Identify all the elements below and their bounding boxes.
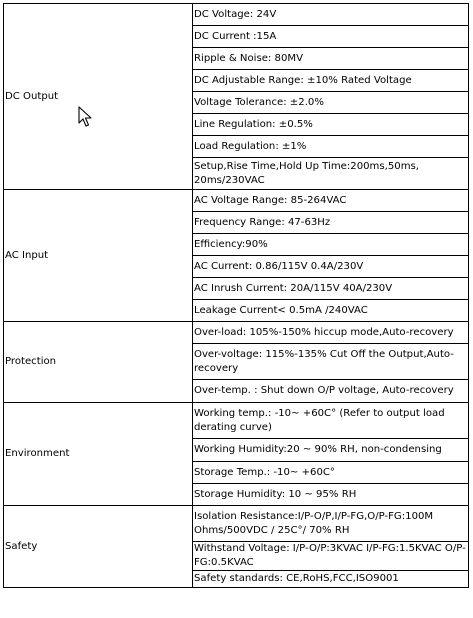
spec-cell: Isolation Resistance:I/P-O/P,I/P-FG,O/P-FG:100M Ohms/500VDC / 25C°/ 70% RH [193,506,469,542]
spec-cell: Working temp.: -10~ +60C° (Refer to output load derating curve) [193,403,469,439]
spec-table [3,3,469,588]
spec-cell: Voltage Tolerance: ±2.0% [193,92,469,114]
spec-cell: DC Adjustable Range: ±10% Rated Voltage [193,70,469,92]
category-protection: Protection [4,322,193,403]
spec-cell: Over-load: 105%-150% hiccup mode,Auto-recovery [193,322,469,344]
spec-cell: DC Voltage: 24V [193,4,469,26]
spec-cell: Safety standards: CE,RoHS,FCC,ISO9001 [193,571,469,588]
spec-cell: Line Regulation: ±0.5% [193,114,469,136]
table-row [4,403,469,439]
spec-cell: Storage Humidity: 10 ~ 95% RH [193,484,469,506]
table-row [4,506,469,542]
category-environment: Environment [4,403,193,506]
spec-cell: Over-voltage: 115%-135% Cut Off the Output,Auto-recovery [193,344,469,380]
category-safety: Safety [4,506,193,588]
category-dc-output: DC Output [4,4,193,190]
spec-cell: Working Humidity:20 ~ 90% RH, non-condensing [193,439,469,462]
spec-cell: AC Inrush Current: 20A/115V 40A/230V [193,278,469,300]
spec-cell: Leakage Current< 0.5mA /240VAC [193,300,469,322]
spec-cell: Withstand Voltage: I/P-O/P:3KVAC I/P-FG:1.5KVAC O/P-FG:0.5KVAC [193,542,469,571]
spec-cell: Setup,Rise Time,Hold Up Time:200ms,50ms, 20ms/230VAC [193,158,469,190]
spec-cell: DC Current :15A [193,26,469,48]
spec-cell: AC Voltage Range: 85-264VAC [193,190,469,212]
spec-cell: Storage Temp.: -10~ +60C° [193,462,469,484]
table-row [4,190,469,212]
spec-cell: Efficiency:90% [193,234,469,256]
table-row [4,322,469,344]
table-row [4,4,469,26]
spec-cell: Ripple & Noise: 80MV [193,48,469,70]
category-ac-input: AC Input [4,190,193,322]
spec-cell: Frequency Range: 47-63Hz [193,212,469,234]
spec-cell: Load Regulation: ±1% [193,136,469,158]
spec-cell: Over-temp. : Shut down O/P voltage, Auto-recovery [193,380,469,403]
mouse-pointer-icon [78,106,92,128]
spec-cell: AC Current: 0.86/115V 0.4A/230V [193,256,469,278]
